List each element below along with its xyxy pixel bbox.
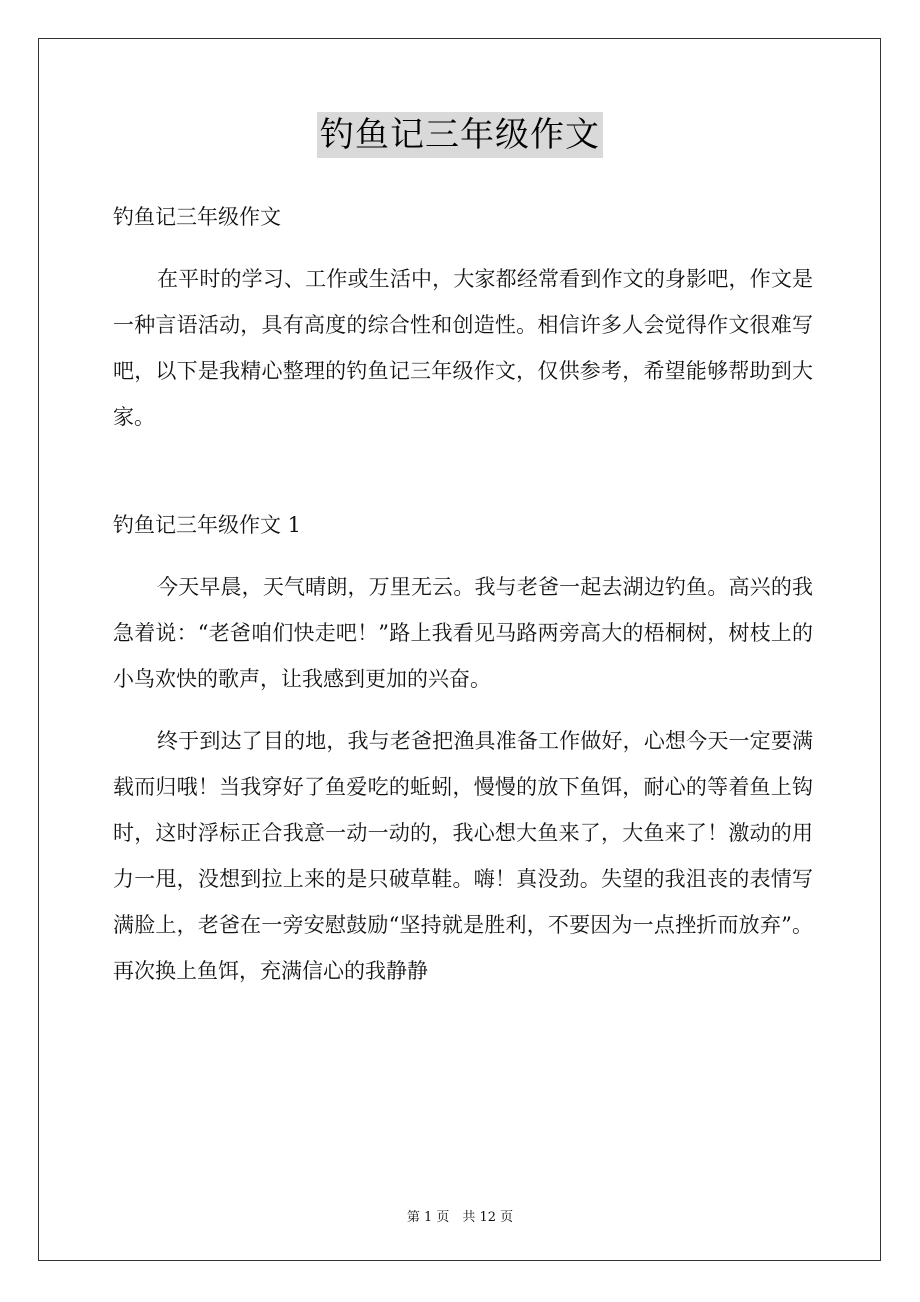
spacer (113, 548, 813, 564)
spacer (113, 240, 813, 256)
document-subtitle: 钓鱼记三年级作文 (113, 205, 281, 229)
title-container (0, 112, 920, 158)
page-footer: 第 1 页 共 12 页 (406, 1210, 514, 1225)
paragraph-1: 今天早晨，天气晴朗，万里无云。我与老爸一起去湖边钓鱼。高兴的我急着说：“老爸咱们快走吧！”路上我看见马路两旁高大的梧桐树，树枝上的小鸟欢快的歌声，让我感到更加的兴奋。 (113, 575, 813, 691)
paragraph-2: 终于到达了目的地，我与老爸把渔具准备工作做好，心想今天一定要满载而归哦！当我穿好了鱼爱吃的蚯蚓，慢慢的放下鱼饵，耐心的等着鱼上钩时，这时浮标正合我意一动一动的，我心想大鱼来了，大鱼来了！激动的用力一甩，没想到拉上来的是只破草鞋。嗨！真没劲。失望的我沮丧的表情写满脸上，老爸在一旁安慰鼓励“坚持就是胜利，不要因为一点挫折而放弃”。再次换上鱼饵，充满信心的我静静 (113, 729, 813, 983)
spacer (113, 440, 813, 502)
document-body (113, 194, 813, 994)
section-heading: 钓鱼记三年级作文 1 (113, 513, 302, 537)
document-title: 钓鱼记三年级作文 (317, 112, 603, 158)
spacer (113, 702, 813, 718)
intro-paragraph: 在平时的学习、工作或生活中，大家都经常看到作文的身影吧，作文是一种言语活动，具有高度的综合性和创造性。相信许多人会觉得作文很难写吧，以下是我精心整理的钓鱼记三年级作文，仅供参考，希望能够帮助到大家。 (113, 267, 813, 429)
